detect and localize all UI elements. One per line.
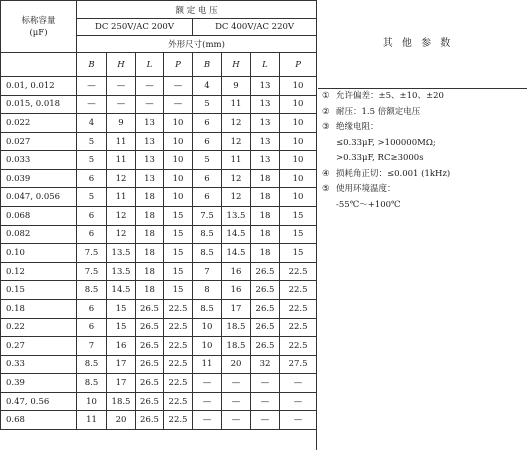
dimension-cell: 22.5 (164, 299, 193, 318)
dimension-cell: 11 (107, 188, 136, 207)
table-row (1, 114, 317, 133)
voltage-group-250v: DC 250V/AC 200V (77, 19, 193, 36)
parameter-note (322, 198, 527, 214)
capacitance-cell: 0.082 (1, 225, 77, 244)
capacitance-cell: 0.033 (1, 151, 77, 170)
dimension-cell: 10 (280, 95, 317, 114)
dimension-cell: 7 (77, 337, 107, 356)
dimension-cell: 26.5 (136, 411, 164, 430)
table-row (1, 188, 317, 207)
dimension-cell: — (193, 411, 222, 430)
note-text: 损耗角正切：≤0.001 (1kHz) (336, 168, 451, 179)
table-row (1, 318, 317, 337)
dimension-cell: 10 (280, 77, 317, 96)
dimension-cell: — (251, 392, 280, 411)
dimension-cell: 26.5 (136, 337, 164, 356)
capacitance-cell: 0.022 (1, 114, 77, 133)
dimension-cell: 13 (136, 169, 164, 188)
dimension-cell: 15 (280, 207, 317, 226)
dimension-cell: 26.5 (251, 318, 280, 337)
capacitance-cell: 0.047, 0.056 (1, 188, 77, 207)
dimension-cell: 15 (107, 318, 136, 337)
dimensions-header: 外形尺寸(mm) (77, 36, 317, 53)
dimension-cell: 18 (251, 207, 280, 226)
dimension-cell: 20 (222, 355, 251, 374)
capacitance-cell: 0.01, 0.012 (1, 77, 77, 96)
dimension-cell: 10 (164, 132, 193, 151)
dimension-cell: 6 (77, 207, 107, 226)
dimension-cell: — (251, 374, 280, 393)
dimension-cell: 10 (164, 188, 193, 207)
dimension-columns-row (1, 53, 317, 77)
dimension-cell: 18.5 (222, 318, 251, 337)
dimension-cell: 6 (193, 114, 222, 133)
dimension-cell: 12 (222, 188, 251, 207)
dimension-cell: 13.5 (107, 244, 136, 263)
dimension-cell: 18 (136, 281, 164, 300)
dimension-cell: — (136, 77, 164, 96)
dimension-col-header: B (193, 53, 222, 77)
dimension-cell: 7.5 (77, 244, 107, 263)
dimension-col-header: P (164, 53, 193, 77)
table-row (1, 77, 317, 96)
dimension-cell: 13 (136, 151, 164, 170)
dimension-cell: 22.5 (164, 392, 193, 411)
dimension-cell: — (251, 411, 280, 430)
dimension-cell: 10 (280, 151, 317, 170)
capacitance-cell: 0.18 (1, 299, 77, 318)
capacitance-header (1, 1, 77, 53)
dimension-cell: 26.5 (251, 299, 280, 318)
dimension-cell: 8.5 (193, 299, 222, 318)
dimension-cell: 8.5 (193, 225, 222, 244)
dimension-cell: 7.5 (77, 262, 107, 281)
dimension-cell: 26.5 (136, 374, 164, 393)
dimension-cell: 26.5 (251, 281, 280, 300)
parameter-note (322, 182, 527, 198)
dimension-cell: 15 (280, 244, 317, 263)
dimension-cell: 13 (251, 95, 280, 114)
dimension-cell: 22.5 (280, 281, 317, 300)
dimension-cell: 11 (107, 132, 136, 151)
dimension-cell: 16 (222, 281, 251, 300)
dimension-cell: 17 (107, 355, 136, 374)
dimension-cell: 13 (136, 132, 164, 151)
dimension-cell: 22.5 (280, 299, 317, 318)
dimension-cell: 26.5 (136, 355, 164, 374)
table-row (1, 225, 317, 244)
dimension-cell: 6 (77, 225, 107, 244)
parameter-note (322, 120, 527, 136)
dimension-cell: 6 (77, 299, 107, 318)
dimension-cell: 18 (136, 188, 164, 207)
dimension-cell: — (136, 95, 164, 114)
dimension-cell: 10 (193, 318, 222, 337)
dimension-cell: 11 (222, 151, 251, 170)
table-row (1, 411, 317, 430)
dimension-cell: 8 (193, 281, 222, 300)
note-text: 绝缘电阻： (336, 122, 379, 132)
note-text: ≤0.33μF, >100000MΩ; (336, 137, 436, 148)
spec-table-body (1, 77, 317, 430)
dimension-cell: 26.5 (251, 262, 280, 281)
dimension-cell: 18 (251, 225, 280, 244)
dimension-cell: 5 (193, 151, 222, 170)
parameter-note (322, 136, 527, 152)
dimension-cell: 22.5 (164, 337, 193, 356)
dimension-cell: 18 (136, 244, 164, 263)
dimension-cell: 15 (164, 244, 193, 263)
dimension-cell: 14.5 (107, 281, 136, 300)
dimension-cell: 8.5 (193, 244, 222, 263)
dimension-cell: 8.5 (77, 281, 107, 300)
capacitance-cell: 0.22 (1, 318, 77, 337)
capacitance-cell: 0.039 (1, 169, 77, 188)
dimension-cell: 15 (164, 207, 193, 226)
dimension-cell: 8.5 (77, 374, 107, 393)
table-row (1, 151, 317, 170)
dimension-cell: 8.5 (77, 355, 107, 374)
dimension-col-header: P (280, 53, 317, 77)
dimension-cell: 22.5 (280, 262, 317, 281)
dimension-cell: 15 (164, 225, 193, 244)
dimension-cell: — (280, 392, 317, 411)
dimension-col-header: H (107, 53, 136, 77)
table-row (1, 169, 317, 188)
capacitance-cell: 0.47, 0.56 (1, 392, 77, 411)
dimension-cell: 12 (107, 225, 136, 244)
dimension-cell: 5 (77, 132, 107, 151)
table-row (1, 355, 317, 374)
blank-header-cell (1, 53, 77, 77)
dimension-cell: 18.5 (222, 337, 251, 356)
table-row (1, 132, 317, 151)
dimension-cell: 6 (193, 188, 222, 207)
dimension-cell: 13.5 (222, 207, 251, 226)
dimension-cell: 22.5 (164, 318, 193, 337)
dimension-cell: 15 (164, 262, 193, 281)
dimension-cell: 22.5 (164, 374, 193, 393)
note-number: ⑤ (322, 184, 330, 194)
dimension-cell: 10 (280, 169, 317, 188)
dimension-cell: 11 (222, 95, 251, 114)
capacitance-label: 标称容量 (21, 15, 56, 26)
dimension-col-header: L (136, 53, 164, 77)
dimension-cell: — (77, 77, 107, 96)
dimension-cell: 16 (107, 337, 136, 356)
table-row (1, 262, 317, 281)
dimension-cell: 13 (251, 132, 280, 151)
rated-voltage-header: 额 定 电 压 (77, 1, 317, 19)
dimension-cell: 22.5 (280, 337, 317, 356)
dimension-cell: — (222, 374, 251, 393)
dimension-cell: 13 (251, 151, 280, 170)
dimension-col-header: L (251, 53, 280, 77)
capacitance-cell: 0.015, 0.018 (1, 95, 77, 114)
column-divider (316, 0, 317, 450)
dimension-cell: 18 (251, 188, 280, 207)
note-number: ③ (322, 122, 330, 132)
dimension-cell: 6 (77, 169, 107, 188)
note-text: 使用环境温度： (336, 184, 396, 194)
dimension-cell: 12 (222, 114, 251, 133)
dimension-cell: 7 (193, 262, 222, 281)
dimension-cell: 18 (251, 244, 280, 263)
dimension-cell: 26.5 (251, 337, 280, 356)
capacitance-unit: (μF) (29, 27, 48, 38)
dimension-cell: 10 (193, 337, 222, 356)
capacitance-cell: 0.68 (1, 411, 77, 430)
dimension-cell: — (77, 95, 107, 114)
capacitance-cell: 0.39 (1, 374, 77, 393)
parameter-note (322, 89, 527, 105)
table-row (1, 281, 317, 300)
dimension-cell: 27.5 (280, 355, 317, 374)
table-row (1, 392, 317, 411)
parameter-note (322, 167, 527, 183)
dimension-cell: — (107, 95, 136, 114)
dimension-cell: 12 (222, 132, 251, 151)
parameter-note (322, 105, 527, 121)
dimension-cell: 13.5 (107, 262, 136, 281)
dimension-cell: 10 (280, 132, 317, 151)
dimension-cell: 11 (193, 355, 222, 374)
dimension-cell: 18 (136, 207, 164, 226)
table-row (1, 244, 317, 263)
dimension-cell: 15 (280, 225, 317, 244)
dimension-cell: — (280, 374, 317, 393)
dimension-cell: 11 (77, 411, 107, 430)
dimension-cell: 7.5 (193, 207, 222, 226)
dimension-cell: 13 (136, 114, 164, 133)
capacitance-cell: 0.33 (1, 355, 77, 374)
note-number: ④ (322, 168, 330, 179)
dimension-cell: — (193, 392, 222, 411)
voltage-group-400v: DC 400V/AC 220V (193, 19, 317, 36)
dimension-cell: 15 (164, 281, 193, 300)
capacitance-cell: 0.15 (1, 281, 77, 300)
table-row (1, 337, 317, 356)
dimension-cell: 5 (77, 151, 107, 170)
table-row (1, 95, 317, 114)
dimension-cell: — (164, 77, 193, 96)
capacitance-cell: 0.068 (1, 207, 77, 226)
dimension-cell: 18 (136, 262, 164, 281)
dimension-cell: 10 (280, 114, 317, 133)
capacitance-cell: 0.10 (1, 244, 77, 263)
dimension-cell: 15 (107, 299, 136, 318)
dimension-cell: — (222, 411, 251, 430)
dimension-cell: 26.5 (136, 318, 164, 337)
note-text: -55℃～+100℃ (336, 199, 401, 210)
note-text: >0.33μF, RC≥3000s (336, 153, 424, 163)
dimension-cell: 13 (251, 77, 280, 96)
dimension-cell: 22.5 (280, 318, 317, 337)
dimension-cell: 17 (107, 374, 136, 393)
dimension-cell: 10 (164, 114, 193, 133)
dimension-cell: 6 (193, 169, 222, 188)
other-parameters-panel (318, 0, 527, 450)
dimension-cell: 18 (251, 169, 280, 188)
dimension-cell: 32 (251, 355, 280, 374)
capacitance-cell: 0.12 (1, 262, 77, 281)
note-text: 耐压：1.5 倍额定电压 (336, 106, 421, 117)
dimension-cell: — (164, 95, 193, 114)
parameter-notes-list (322, 89, 527, 213)
dimension-cell: 12 (107, 169, 136, 188)
parameter-note (322, 151, 527, 167)
dimension-cell: 12 (107, 207, 136, 226)
dimension-cell: 4 (193, 77, 222, 96)
dimension-cell: 16 (222, 262, 251, 281)
dimension-cell: 4 (77, 114, 107, 133)
dimension-cell: 5 (193, 95, 222, 114)
dimension-cell: 6 (77, 318, 107, 337)
note-number: ② (322, 106, 330, 117)
dimension-cell: — (222, 392, 251, 411)
dimension-col-header: B (77, 53, 107, 77)
dimension-cell: 22.5 (164, 411, 193, 430)
dimension-cell: 12 (222, 169, 251, 188)
dimension-cell: — (280, 411, 317, 430)
table-row (1, 299, 317, 318)
dimension-cell: 9 (107, 114, 136, 133)
dimension-cell: — (193, 374, 222, 393)
dimension-cell: — (107, 77, 136, 96)
dimension-cell: 14.5 (222, 244, 251, 263)
table-row (1, 207, 317, 226)
dimension-cell: 26.5 (136, 392, 164, 411)
dimension-cell: 14.5 (222, 225, 251, 244)
other-parameters-title: 其 他 参 数 (382, 38, 454, 49)
dimension-cell: 18.5 (107, 392, 136, 411)
dimension-cell: 6 (193, 132, 222, 151)
dimension-cell: 10 (77, 392, 107, 411)
capacitance-cell: 0.27 (1, 337, 77, 356)
dimension-cell: 10 (164, 151, 193, 170)
note-text: 允许偏差：±5、±10、±20 (336, 91, 444, 101)
dimension-cell: 10 (280, 188, 317, 207)
dimension-col-header: H (222, 53, 251, 77)
dimension-cell: 11 (107, 151, 136, 170)
dimension-cell: 13 (251, 114, 280, 133)
dimension-cell: 22.5 (164, 355, 193, 374)
dimension-cell: 20 (107, 411, 136, 430)
dimension-cell: 26.5 (136, 299, 164, 318)
table-row (1, 374, 317, 393)
dimension-cell: 18 (136, 225, 164, 244)
capacitance-cell: 0.027 (1, 132, 77, 151)
dimension-cell: 9 (222, 77, 251, 96)
note-number: ① (322, 91, 330, 101)
dimension-cell: 5 (77, 188, 107, 207)
dimension-cell: 10 (164, 169, 193, 188)
dimension-cell: 17 (222, 299, 251, 318)
